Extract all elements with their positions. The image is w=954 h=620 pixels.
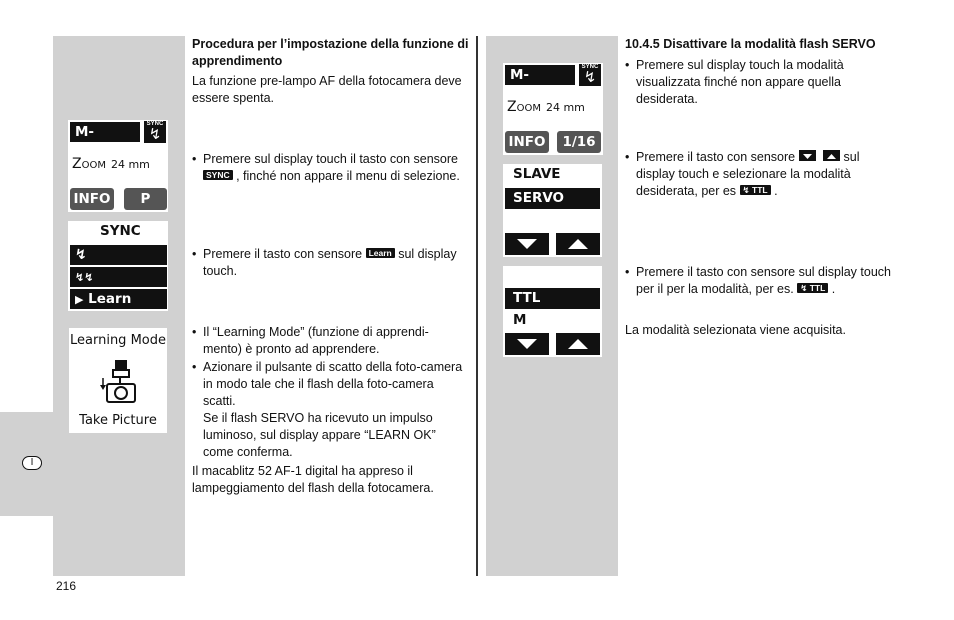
lcd-slave-servo-menu [503,164,602,257]
power-ratio-button[interactable]: 1/16 [557,131,601,153]
take-picture-label: Take Picture [79,413,157,428]
sync-flash-icon[interactable] [144,121,166,143]
left-intro: La funzione pre-lampo AF della fotocamera deve essere spenta. [192,74,462,105]
flash-camera-icon [99,354,139,406]
ttl-inline-badge: ↯ TTL [740,185,771,195]
sync-menu-heading: SYNC [100,223,141,239]
flash-bolt-icon: ↯ [583,69,597,86]
left-heading: Procedura per l’impostazione della funzione di apprendimento [192,37,469,68]
left-step-shutter: • Azionare il pulsante di scatto della foto-camera in modo tale che il flash della foto-camera scatti. Se il flash SERVO ha ricevuto un impulso luminoso, sul display appare “LEARN OK” come conferma. [192,359,464,461]
menu-item-ttl[interactable]: TTL [505,288,600,309]
arrow-up-icon [566,233,590,255]
right-outro: La modalità selezionata viene acquisita. [625,323,846,337]
lcd-sync-menu [68,221,168,311]
arrow-down-button[interactable] [505,233,549,255]
left-step-learn: • Premere il tasto con sensore Learn sul display touch. [192,246,467,280]
lcd-ttl-menu [503,266,602,357]
sync-item-multi-flash[interactable] [70,267,167,287]
info-button[interactable]: INFO [70,188,114,210]
lcd-learning-mode [69,328,167,433]
right-step-select: • Premere il tasto con sensore sul display touch e selezionare la modalità desiderata, per es ↯ TTL . [625,149,900,200]
arrow-up-button[interactable] [556,233,600,255]
sync-item-learn[interactable] [70,289,167,309]
page-number: 216 [56,579,77,593]
left-step-learning-mode: • Il “Learning Mode” (funzione di apprendi-mento) è pronto ad apprendere. [192,324,462,358]
selected-triangle-icon: ▶ [75,293,84,306]
learn-label: Learn [88,291,132,307]
up-arrow-inline-icon [823,150,840,161]
sync-badge-label: SYNC [581,64,599,70]
menu-item-servo[interactable]: SERVO [505,188,600,209]
left-outro: Il macablitz 52 AF-1 digital ha appreso il lampeggiamento del flash della fotocamera. [192,464,434,495]
sync-flash-icon[interactable] [579,64,601,86]
arrow-down-button[interactable] [505,333,549,355]
learning-mode-title: Learning Mode [70,333,166,348]
right-step-confirm: • Premere il tasto con sensore sul display touch per il per la modalità, per es. ↯ TTL . [625,264,900,298]
mode-p-button[interactable]: P [124,188,167,210]
sync-inline-badge: SYNC [203,170,233,180]
down-arrow-inline-icon [799,150,816,161]
right-step-mode: • Premere sul display touch la modalità visualizzata finché non appare quella desiderata. [625,57,887,108]
menu-item-m[interactable]: M [513,312,527,328]
flash-bolt-icon: ↯ [148,126,162,143]
menu-item-slave[interactable]: SLAVE [513,166,561,182]
arrow-down-icon [515,233,539,255]
left-step-sync: • Premere sul display touch il tasto con sensore SYNC , finché non appare il menu di selezione. [192,151,467,185]
ttl-inline-badge: ↯ TTL [797,283,828,293]
sync-badge-label: SYNC [146,121,164,127]
info-button[interactable]: INFO [505,131,549,153]
flash-bolt-icon: ↯ [75,247,87,263]
sync-item-single-flash[interactable] [70,245,167,265]
multi-flash-icon: ↯↯ [75,271,94,284]
lcd-mode-screen-left [68,120,168,212]
lcd-mode-screen-right [503,63,603,155]
arrow-up-icon [566,333,590,355]
language-badge: I [22,456,42,470]
arrow-up-button[interactable] [556,333,600,355]
right-heading: 10.4.5 Disattivare la modalità flash SERVO [625,37,876,51]
zoom-readout: ZOOM 24 mm [507,99,585,115]
mode-label[interactable]: M-SERVO [70,122,140,142]
learn-inline-badge: Learn [366,248,395,258]
arrow-down-icon [515,333,539,355]
column-divider [476,36,478,576]
mode-label[interactable]: M-SERVO [505,65,575,85]
zoom-readout: ZOOM 24 mm [72,156,150,172]
